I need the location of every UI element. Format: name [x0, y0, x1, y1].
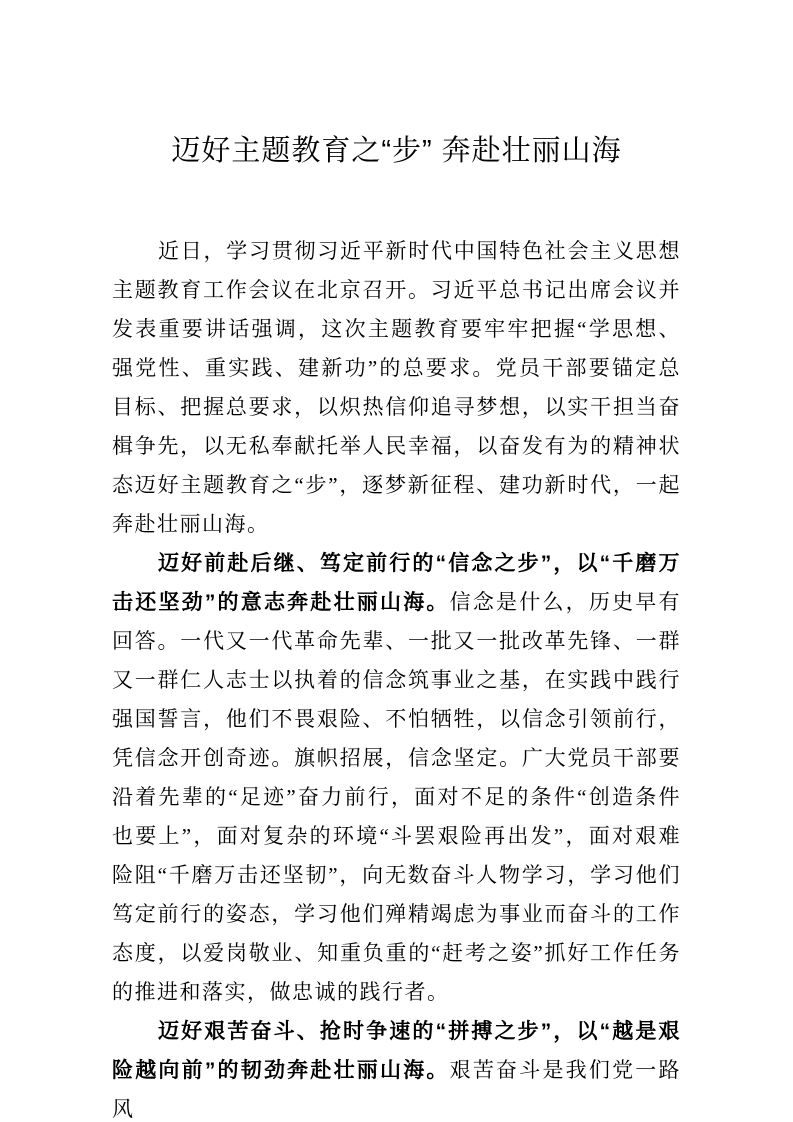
paragraph-3-lead: 迈好艰苦奋斗、抢时争速的“拼搏之步”，以“越是艰险越向前”的韧劲奔赴壮丽山海。: [112, 1020, 681, 1082]
paragraph-2: [112, 544, 681, 1012]
paragraph-2-text: 信念是什么，历史早有回答。一代又一代革命先辈、一批又一批改革先锋、一群又一群仁人志士以执着的信念筑事业之基，在实践中践行强国誓言，他们不畏艰险、不怕牺牲，以信念引领前行，凭信念开创奇迹。旗帜招展，信念坚定。广大党员干部要沿着先辈的“足迹”奋力前行，面对不足的条件“创造条件也要上”，面对复杂的环境“斗罢艰险再出发”，面对艰难险阻“千磨万击还坚韧”，向无数奋斗人物学习，学习他们笃定前行的姿态，学习他们殚精竭虑为事业而奋斗的工作态度，以爱岗敬业、知重负重的“赶考之姿”抓好工作任务的推进和落实，做忠诚的践行者。: [112, 590, 681, 1004]
paragraph-2-lead: 迈好前赴后继、笃定前行的“信念之步”，以“千磨万击还坚劲”的意志奔赴壮丽山海。: [112, 552, 681, 614]
paragraph-3: [112, 1012, 681, 1122]
paragraph-3-text: 艰苦奋斗是我们党一路风: [112, 1058, 681, 1121]
document-title: 迈好主题教育之“步” 奔赴壮丽山海: [171, 135, 622, 167]
paragraph-1-text: 近日，学习贯彻习近平新时代中国特色社会主义思想主题教育工作会议在北京召开。习近平总书记出席会议并发表重要讲话强调，这次主题教育要牢牢把握“学思想、强党性、重实践、建新功”的总要求。党员干部要锚定总目标、把握总要求，以炽热信仰追寻梦想，以实干担当奋楫争先，以无私奉献托举人民幸福，以奋发有为的精神状态迈好主题教育之“步”，逐梦新征程、建功新时代，一起奔赴壮丽山海。: [112, 239, 681, 536]
paragraph-1: [112, 232, 681, 544]
